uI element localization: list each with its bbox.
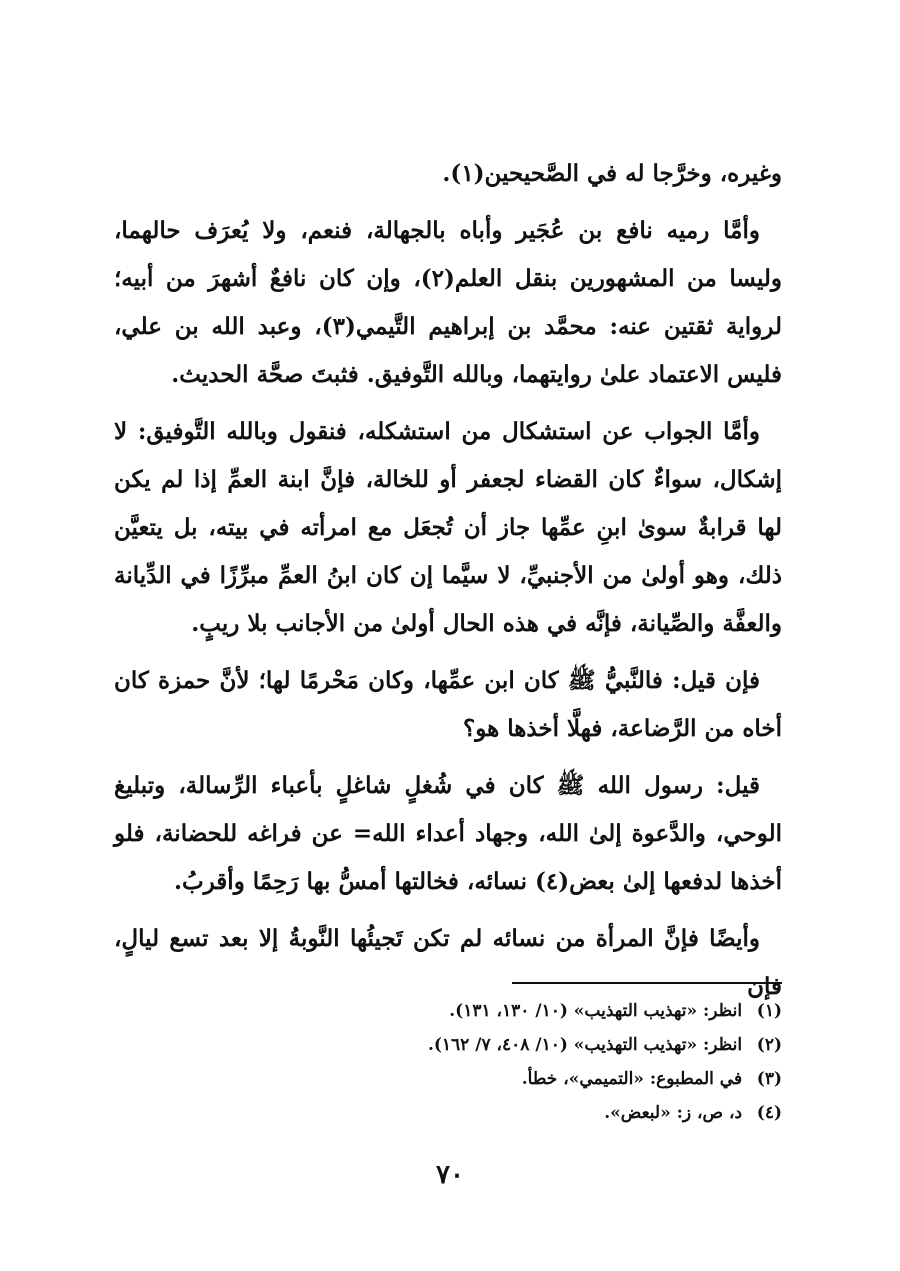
paragraph-1: وغيره، وخرَّجا له في الصَّحيحين(١). [442,160,782,187]
footnote-number: (٢) [756,1035,782,1055]
footnote-2 [114,1028,782,1062]
footnote-text: د، ص، ز: «لبعض». [604,1103,743,1123]
footnote-4 [114,1096,782,1130]
footnote-separator [512,982,782,984]
footnote-1 [114,994,782,1028]
footnote-text: انظر: «تهذيب التهذيب» (١٠/ ٤٠٨، ٧/ ١٦٢). [427,1035,743,1055]
footnote-3 [114,1062,782,1096]
footnote-number: (٤) [756,1103,782,1123]
page-number: ٧٠ [436,1160,464,1190]
paragraph-6: وأيضًا فإنَّ المرأة من نسائه لم تكن تَجيئُها النَّوبةُ إلا بعد تسع ليالٍ، فإن [114,925,782,1000]
paragraph-2: وأمَّا رميه نافع بن عُجَير وأباه بالجهالة، فنعم، ولا يُعرَف حالهما، وليسا من المشهورين بنقل العلم(٢)، وإن كان نافعٌ أشهرَ من أبيه؛ لرواية ثقتين عنه: محمَّد بن إبراهيم التَّيمي(٣)، وعبد الله بن علي، فليس الاعتماد علىٰ روايتهما، وبالله التَّوفيق. فثبتَ صحَّة الحديث. [114,217,783,388]
paragraph-3: وأمَّا الجواب عن استشكال من استشكله، فنقول وبالله التَّوفيق: لا إشكال، سواءٌ كان القضاء لجعفر أو للخالة، فإنَّ ابنة العمِّ إذا لم يكن لها قرابةٌ سوىٰ ابنِ عمِّها جاز أن تُجعَل مع امرأته في بيته، بل يتعيَّن ذلك، وهو أولىٰ من الأجنبيِّ، لا سيَّما إن كان ابنُ العمِّ مبرِّزًا في الدِّيانة والعفَّة والصِّيانة، فإنَّه في هذه الحال أولىٰ من الأجانب بلا ريبٍ. [114,418,782,637]
main-text [114,150,782,1020]
footnotes [114,994,782,1130]
paragraph-4: فإن قيل: فالنَّبيُّ ﷺ كان ابن عمِّها، وكان مَحْرمًا لها؛ لأنَّ حمزة كان أخاه من الرَّضاعة، فهلَّا أخذها هو؟ [114,667,782,742]
footnote-text: في المطبوع: «التميمي»، خطأ. [521,1069,743,1089]
footnote-number: (١) [756,1001,782,1021]
footnote-text: انظر: «تهذيب التهذيب» (١٠/ ١٣٠، ١٣١). [449,1001,743,1021]
footnote-number: (٣) [756,1069,782,1089]
paragraph-5: قيل: رسول الله ﷺ كان في شُغلٍ شاغلٍ بأعباء الرِّسالة، وتبليغ الوحي، والدَّعوة إلىٰ الله، وجهاد أعداء الله= عن فراغه للحضانة، فلو أخذها لدفعها إلىٰ بعض(٤) نسائه، فخالتها أمسُّ بها رَحِمًا وأقربُ. [114,772,782,895]
